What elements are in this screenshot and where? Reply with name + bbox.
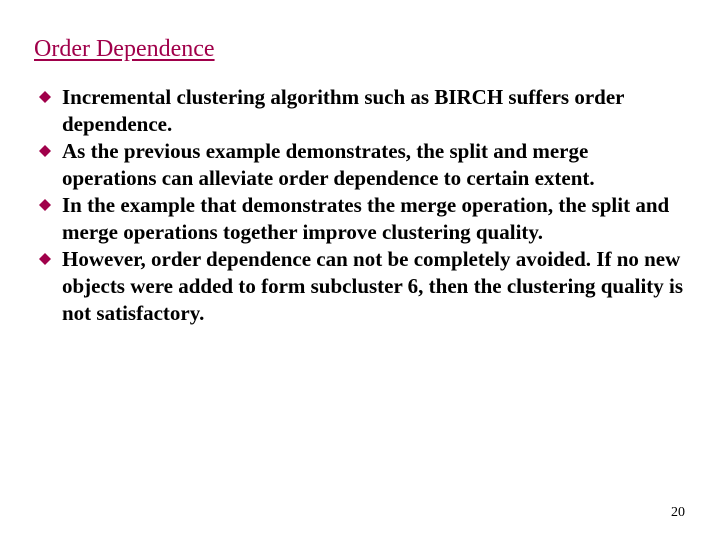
bullet-text: As the previous example demonstrates, the split and merge operations can alleviate order dependence to certain extent. <box>62 139 595 190</box>
bullet-text: However, order dependence can not be completely avoided. If no new objects were added to form subcluster 6, then the clustering quality is not satisfactory. <box>62 247 684 325</box>
diamond-bullet-icon <box>39 145 51 157</box>
slide-title: Order Dependence <box>34 36 215 62</box>
page-number: 20 <box>671 505 685 520</box>
diamond-bullet-icon <box>39 253 51 265</box>
bullet-text: In the example that demonstrates the merge operation, the split and merge operations together improve clustering quality. <box>62 193 670 244</box>
bullet-list <box>36 84 686 327</box>
bullet-item-2 <box>36 138 686 192</box>
bullet-item-1 <box>36 84 686 138</box>
diamond-bullet-icon <box>39 91 51 103</box>
bullet-item-4 <box>36 246 686 327</box>
bullet-item-3 <box>36 192 686 246</box>
diamond-bullet-icon <box>39 199 51 211</box>
bullet-text: Incremental clustering algorithm such as BIRCH suffers order dependence. <box>62 85 625 136</box>
